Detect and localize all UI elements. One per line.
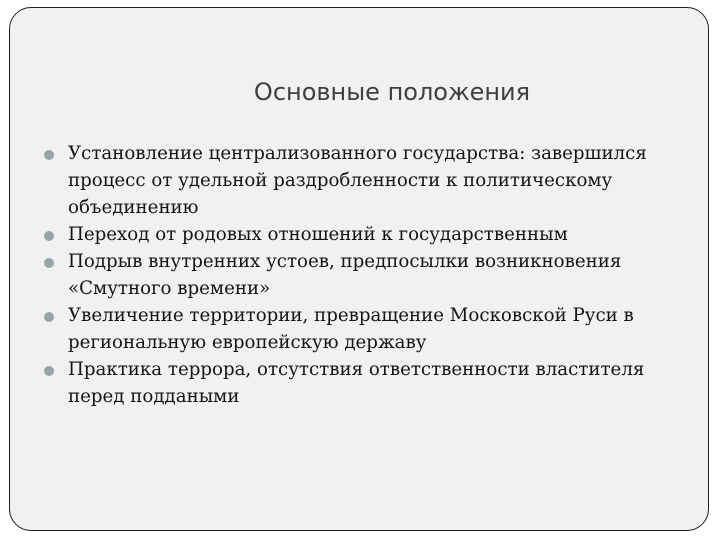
bullet-item-centralization [42, 140, 702, 221]
bullet-text: Установление централизованного государства: завершился процесс от удельной раздробленности к политическому объединению [68, 143, 647, 218]
bullet-text: Переход от родовых отношений к государственным [68, 224, 568, 245]
bullet-item-undermining [42, 248, 702, 302]
slide-title: Основные положения [253, 78, 531, 106]
bullet-dot-icon [44, 150, 54, 160]
bullet-dot-icon [44, 312, 54, 322]
bullet-text: Практика террора, отсутствия ответственности властителя перед поддаными [68, 359, 645, 407]
bullet-dot-icon [44, 366, 54, 376]
bullet-item-territory [42, 302, 702, 356]
bullet-list [42, 140, 702, 410]
bullet-dot-icon [44, 258, 54, 268]
bullet-text: Подрыв внутренних устоев, предпосылки возникновения «Смутного времени» [68, 251, 622, 299]
slide-frame [9, 7, 709, 531]
bullet-dot-icon [44, 231, 54, 241]
bullet-item-terror [42, 356, 702, 410]
bullet-text: Увеличение территории, превращение Московской Руси в региональную европейскую державу [68, 305, 634, 353]
bullet-item-transition [42, 221, 702, 248]
